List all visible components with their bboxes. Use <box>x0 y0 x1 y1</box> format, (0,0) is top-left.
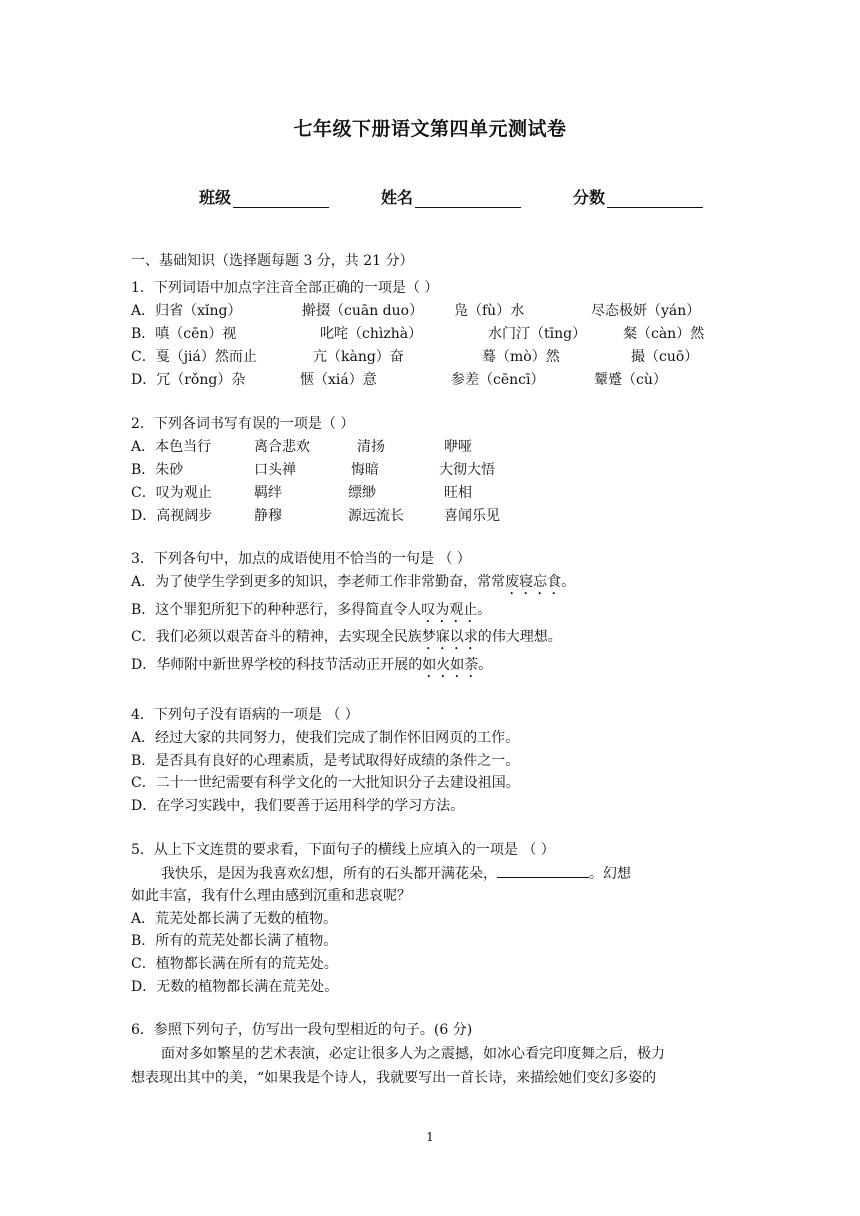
q1-d-1: D．冗（rǒng）杂 <box>131 372 246 388</box>
q2-b-4: 大彻大悟 <box>439 462 495 478</box>
q4-option-d: D．在学习实践中，我们要善于运用科学的学习方法。 <box>131 798 465 814</box>
q3-a-end: 。 <box>561 574 576 590</box>
q5-option-d: D．无数的植物都长满在荒芜处。 <box>131 979 339 995</box>
q4-option-a: A．经过大家的共同努力，使我们完成了制作怀旧网页的工作。 <box>131 730 520 746</box>
name-field <box>381 185 521 208</box>
q5-passage-line-1 <box>161 863 631 884</box>
score-field <box>573 185 703 208</box>
q4-option-c: C．二十一世纪需要有科学文化的一大批知识分子去建设祖国。 <box>131 775 520 791</box>
q3-a-text: A．为了使学生学到更多的知识，李老师工作非常勤奋，常常 <box>131 574 506 590</box>
q2-c-2: 羁绊 <box>254 485 282 501</box>
q2-d-2: 静穆 <box>254 508 282 524</box>
q1-b-4: 粲（càn）然 <box>623 326 705 342</box>
q2-d-1: D．高视阔步 <box>131 508 213 524</box>
q3-b-end: 。 <box>477 602 492 618</box>
q1-d-2: 惬（xiá）意 <box>300 372 377 388</box>
q3-c-idiom: 梦寐以求 <box>421 629 478 645</box>
q1-b-3: 水门汀（tīng） <box>488 326 587 342</box>
q6-passage-line-1: 面对多如繁星的艺术表演，必定让很多人为之震撼，如冰心看完印度舞之后，极力 <box>161 1046 665 1062</box>
q1-c-3: 蓦（mò）然 <box>482 349 560 365</box>
q2-a-3: 清扬 <box>357 439 385 455</box>
q2-d-3: 源远流长 <box>348 508 404 524</box>
q1-b-1: B．嗔（cēn）视 <box>131 326 237 342</box>
q1-a-1: A．归省（xǐng） <box>131 303 242 319</box>
q2-a-4: 咿哑 <box>444 439 472 455</box>
q5-passage-text: 我快乐，是因为我喜欢幻想，所有的石头都开满花朵， <box>161 866 497 882</box>
section-heading: 一、基础知识（选择题每题 3 分，共 21 分） <box>131 253 414 269</box>
q1-a-2: 擀掇（cuān duo） <box>302 303 424 319</box>
question-5-stem: 5．从上下文连贯的要求看，下面句子的横线上应填入的一项是 （ ） <box>131 842 555 858</box>
q6-passage-line-2: 想表现出其中的美，“如果我是个诗人，我就要写出一首长诗，来描绘她们变幻多姿的 <box>131 1070 657 1086</box>
q1-b-2: 叱咤（chìzhà） <box>320 326 423 342</box>
q2-c-3: 缥缈 <box>348 485 376 501</box>
q3-c-text: C．我们必须以艰苦奋斗的精神，去实现全民族 <box>131 629 422 645</box>
q3-option-a <box>131 572 575 598</box>
q1-c-1: C．戛（jiá）然而止 <box>131 349 257 365</box>
q3-b-idiom: 叹为观止 <box>421 602 478 618</box>
score-label: 分数 <box>573 188 606 207</box>
q3-option-b <box>131 600 491 626</box>
q5-passage-line-2: 如此丰富，我有什么理由感到沉重和悲哀呢？ <box>131 888 411 904</box>
question-6-stem: 6．参照下列句子，仿写出一段句型相近的句子。(6 分) <box>131 1022 473 1038</box>
q3-a-idiom: 废寝忘食 <box>505 574 562 590</box>
q2-b-3: 悔暗 <box>351 462 379 478</box>
q2-b-1: B．朱砂 <box>131 462 184 478</box>
q3-option-c <box>131 627 562 653</box>
q5-answer-blank[interactable] <box>497 863 589 878</box>
q1-a-3: 凫（fù）水 <box>454 303 525 319</box>
q2-a-2: 离合悲欢 <box>254 439 310 455</box>
question-2-stem: 2．下列各词书写有误的一项是（ ） <box>131 416 355 432</box>
q3-c-end: 的伟大理想。 <box>477 629 562 645</box>
q4-option-b: B．是否具有良好的心理素质，是考试取得好成绩的条件之一。 <box>131 753 520 769</box>
q2-b-2: 口头禅 <box>254 462 296 478</box>
name-label: 姓名 <box>381 188 414 207</box>
q3-option-d <box>131 655 492 681</box>
q3-d-text: D．华师附中新世界学校的科技节活动正开展的 <box>131 657 423 673</box>
question-4-stem: 4．下列句子没有语病的一项是 （ ） <box>131 707 359 723</box>
score-blank[interactable] <box>607 191 703 208</box>
q2-c-4: 旺相 <box>444 485 472 501</box>
question-3-stem: 3．下列各句中，加点的成语使用不恰当的一句是 （ ） <box>131 551 471 567</box>
q3-d-end: 。 <box>478 657 493 673</box>
q1-c-4: 撮（cuō） <box>631 349 699 365</box>
page-number: 1 <box>426 1130 434 1144</box>
q1-d-3: 参差（cēncī） <box>451 372 545 388</box>
q1-d-4: 颦蹙（cù） <box>594 372 667 388</box>
class-blank[interactable] <box>233 191 329 208</box>
q5-passage-tail: 。幻想 <box>589 866 631 882</box>
question-1-stem: 1．下列词语中加点字注音全部正确的一项是（ ） <box>131 280 439 296</box>
class-field <box>199 185 329 208</box>
page-title: 七年级下册语文第四单元测试卷 <box>293 118 567 140</box>
q5-option-c: C．植物都长满在所有的荒芜处。 <box>131 956 338 972</box>
name-blank[interactable] <box>415 191 521 208</box>
q5-option-b: B．所有的荒芜处都长满了植物。 <box>131 933 338 949</box>
q2-d-4: 喜闻乐见 <box>444 508 500 524</box>
q2-c-1: C．叹为观止 <box>131 485 212 501</box>
q1-a-4: 尽态极妍（yán） <box>591 303 701 319</box>
class-label: 班级 <box>199 188 232 207</box>
q5-option-a: A．荒芜处都长满了无数的植物。 <box>131 911 338 927</box>
q3-d-idiom: 如火如荼 <box>422 657 479 673</box>
q2-a-1: A．本色当行 <box>131 439 212 455</box>
q1-c-2: 亢（kàng）奋 <box>313 349 404 365</box>
q3-b-text: B．这个罪犯所犯下的种种恶行，多得简直令人 <box>131 602 422 618</box>
